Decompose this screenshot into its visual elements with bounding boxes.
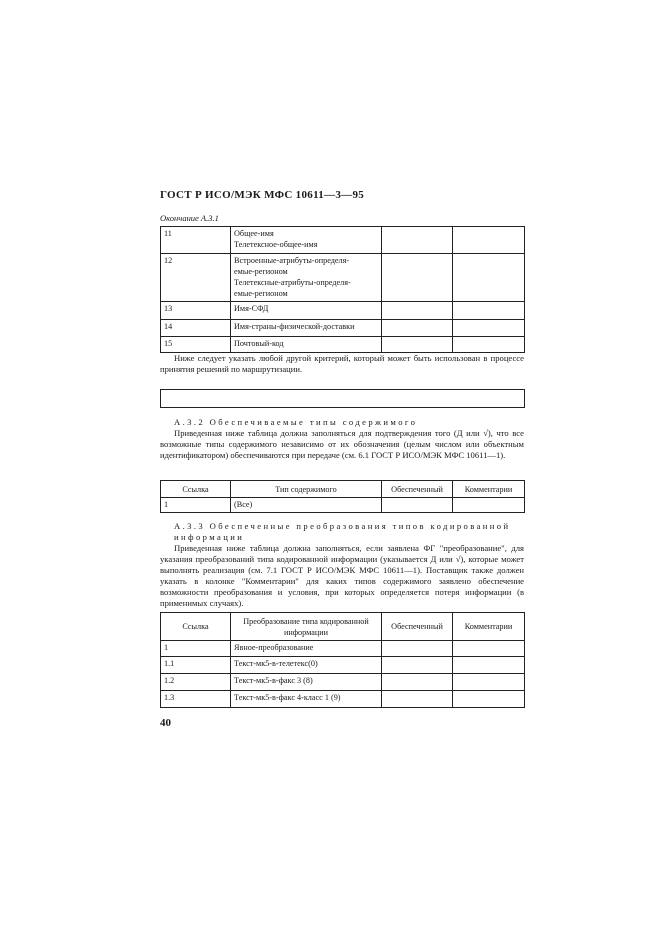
empty-cell [382,254,453,302]
ref-cell: 1 [161,498,231,513]
table-row [161,254,525,302]
section-title: А.3.3 Обеспеченные преобразования типов кодированной информации [174,521,511,542]
text-cell: Общее-имя Телетексное-общее-имя [231,227,382,254]
ref-cell: 11 [161,227,231,254]
ref-cell: 15 [161,337,231,353]
text-cell: Имя-страны-физической-доставки [231,320,382,337]
empty-cell [453,337,525,353]
table-header-row [161,613,525,641]
empty-cell [382,320,453,337]
empty-cell [453,320,525,337]
table-row [161,498,525,513]
empty-cell [382,337,453,353]
table-row [161,227,525,254]
empty-cell [382,657,453,674]
column-header: Комментарии [453,613,525,641]
section-paragraph: Приведенная ниже таблица должна заполняться, если заявлена ФГ "преобразование", для указания преобразований типа кодированной информации (указывается Д или √), которые может выполнять реализация (см. 7.1 ГОСТ Р ИСО/МЭК МФС 10611—1). Поставщик также должен указать в колонке "Комментарии" для каких типов содержимого заявлено обеспечение возможности преобразования и условия, при которых определяется потеря информации (в применимых случаях). [160,543,524,608]
content-types-table [160,480,525,513]
column-header: Ссылка [161,613,231,641]
ref-cell: 12 [161,254,231,302]
text-cell: Текст-мк5-в-телетекс(0) [231,657,382,674]
empty-cell [453,302,525,320]
ref-cell: 1 [161,641,231,657]
ref-cell: 1.3 [161,691,231,708]
blank-box [160,389,525,408]
routing-paragraph: Ниже следует указать любой другой критерий, который может быть использован в процессе принятия решений по маршрутизации. [160,353,524,374]
empty-cell [453,498,525,513]
table-row [161,320,525,337]
table-row [161,674,525,691]
empty-cell [453,641,525,657]
column-header: Обеспеченный [382,613,453,641]
table-row [161,657,525,674]
empty-cell [382,498,453,513]
table-row [161,691,525,708]
empty-cell [453,254,525,302]
column-header: Преобразование типа кодированной информации [231,613,382,641]
table-row [161,302,525,320]
ref-cell: 13 [161,302,231,320]
document-header: ГОСТ Р ИСО/МЭК МФС 10611—3—95 [160,189,365,201]
empty-cell [453,227,525,254]
table-header-row [161,481,525,498]
column-header: Тип содержимого [231,481,382,498]
text-cell: Встроенные-атрибуты-определя- емые-регионом Телетексные-атрибуты-определя- емые-регионом [231,254,382,302]
text-cell: Почтовый-код [231,337,382,353]
table-row [161,641,525,657]
criteria-table [160,226,525,353]
column-header: Комментарии [453,481,525,498]
section-paragraph: Приведенная ниже таблица должна заполняться для подтверждения того (Д или √), что все возможные типы содержимого независимо от их обозначения (целым числом или объектным идентификатором) обеспечиваются при передаче (см. 6.1 ГОСТ Р ИСО/МЭК МФС 10611—1). [160,428,524,460]
text-cell: Явное-преобразование [231,641,382,657]
conversions-table [160,612,525,708]
table-caption: Окончание А.3.1 [160,213,219,223]
empty-cell [453,657,525,674]
empty-cell [382,641,453,657]
ref-cell: 1.1 [161,657,231,674]
empty-cell [382,227,453,254]
ref-cell: 14 [161,320,231,337]
empty-cell [382,691,453,708]
section-title: А.3.2 Обеспечиваемые типы содержимого [174,417,418,427]
text-cell: Имя-СФД [231,302,382,320]
empty-cell [453,674,525,691]
table-row [161,337,525,353]
ref-cell: 1.2 [161,674,231,691]
column-header: Обеспеченный [382,481,453,498]
text-cell: Текст-мк5-в-факс 4-класс 1 (9) [231,691,382,708]
text-cell: (Все) [231,498,382,513]
empty-cell [453,691,525,708]
column-header: Ссылка [161,481,231,498]
empty-cell [382,302,453,320]
page-number: 40 [160,717,171,729]
empty-cell [382,674,453,691]
text-cell: Текст-мк5-в-факс 3 (8) [231,674,382,691]
